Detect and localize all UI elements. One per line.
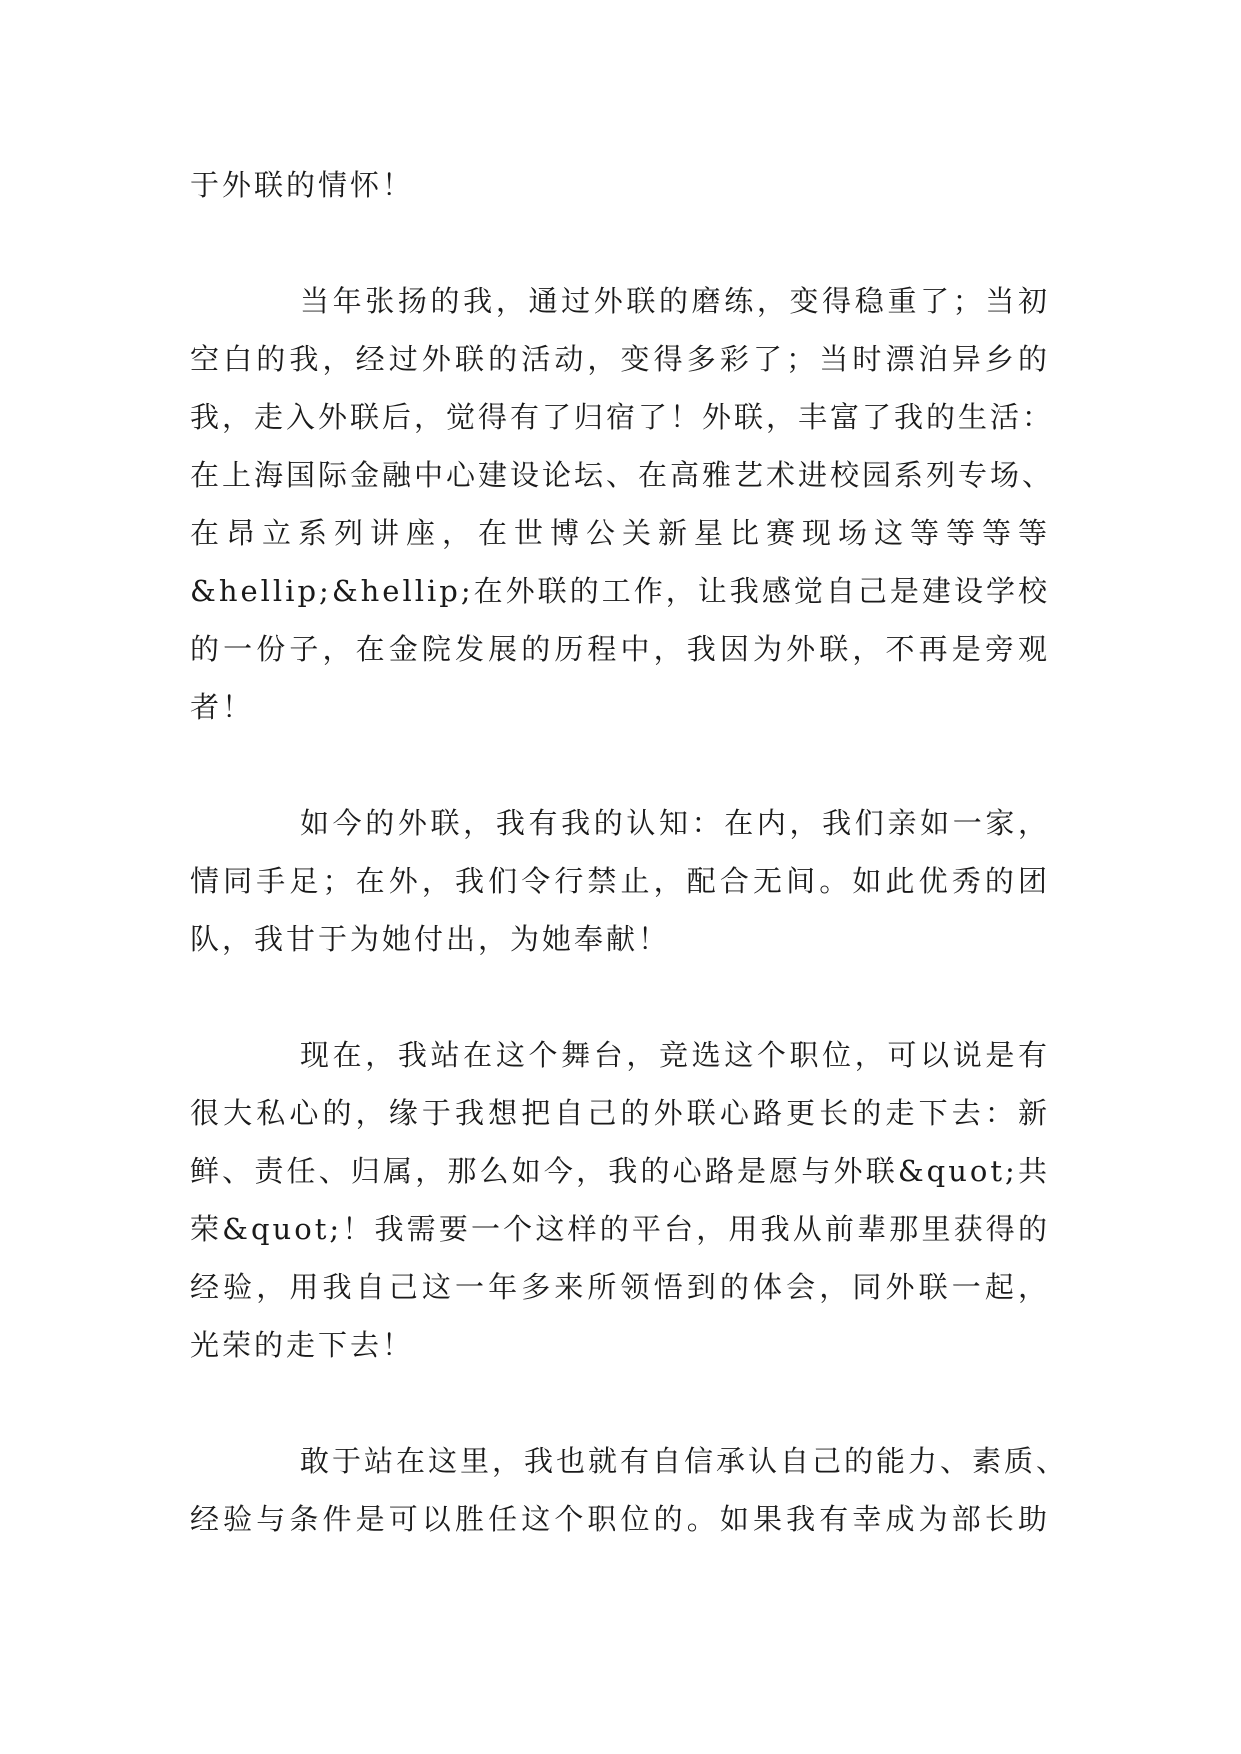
paragraph-gap — [190, 1374, 1050, 1432]
paragraph — [190, 272, 1055, 736]
paragraph-gap — [190, 736, 1050, 794]
text-line: 者！ — [190, 690, 255, 724]
paragraph — [190, 1432, 1069, 1548]
text-line: 很大私心的，缘于我想把自己的外联心路更长的走下去：新 — [190, 1096, 1050, 1130]
text-line: 当年张扬的我，通过外联的磨练，变得稳重了；当初 — [300, 284, 1050, 318]
paragraph-gap — [190, 214, 1050, 272]
text-line: 空白的我，经过外联的活动，变得多彩了；当时漂泊异乡的 — [190, 342, 1050, 376]
text-line: 情同手足；在外，我们令行禁止，配合无间。如此优秀的团 — [190, 864, 1050, 898]
text-line: &hellip;&hellip;在外联的工作，让我感觉自己是建设学校 — [190, 574, 1050, 608]
paragraph — [190, 156, 1050, 214]
text-line: 我，走入外联后，觉得有了归宿了！外联，丰富了我的生活： — [190, 400, 1055, 434]
text-line: 如今的外联，我有我的认知：在内，我们亲如一家， — [300, 806, 1050, 840]
text-line: 在昂立系列讲座，在世博公关新星比赛现场这等等等等 — [190, 516, 1050, 550]
text-line: 的一份子，在金院发展的历程中，我因为外联，不再是旁观 — [190, 632, 1050, 666]
text-line: 现在，我站在这个舞台，竞选这个职位，可以说是有 — [300, 1038, 1050, 1072]
text-line: 鲜、责任、归属，那么如今，我的心路是愿与外联&quot;共 — [190, 1154, 1050, 1188]
paragraph-gap — [190, 968, 1050, 1026]
paragraph — [190, 1026, 1050, 1374]
text-line: 于外联的情怀！ — [190, 168, 415, 202]
document-body — [190, 156, 1069, 1548]
text-line: 敢于站在这里，我也就有自信承认自己的能力、素质、 — [300, 1444, 1069, 1478]
text-line: 光荣的走下去！ — [190, 1328, 415, 1362]
text-line: 荣&quot;！我需要一个这样的平台，用我从前辈那里获得的 — [190, 1212, 1050, 1246]
text-line: 经验，用我自己这一年多来所领悟到的体会，同外联一起， — [190, 1270, 1050, 1304]
text-line: 经验与条件是可以胜任这个职位的。如果我有幸成为部长助 — [190, 1502, 1050, 1536]
paragraph — [190, 794, 1050, 968]
text-line: 队，我甘于为她付出，为她奉献！ — [190, 922, 671, 956]
text-line: 在上海国际金融中心建设论坛、在高雅艺术进校园系列专场、 — [190, 458, 1055, 492]
